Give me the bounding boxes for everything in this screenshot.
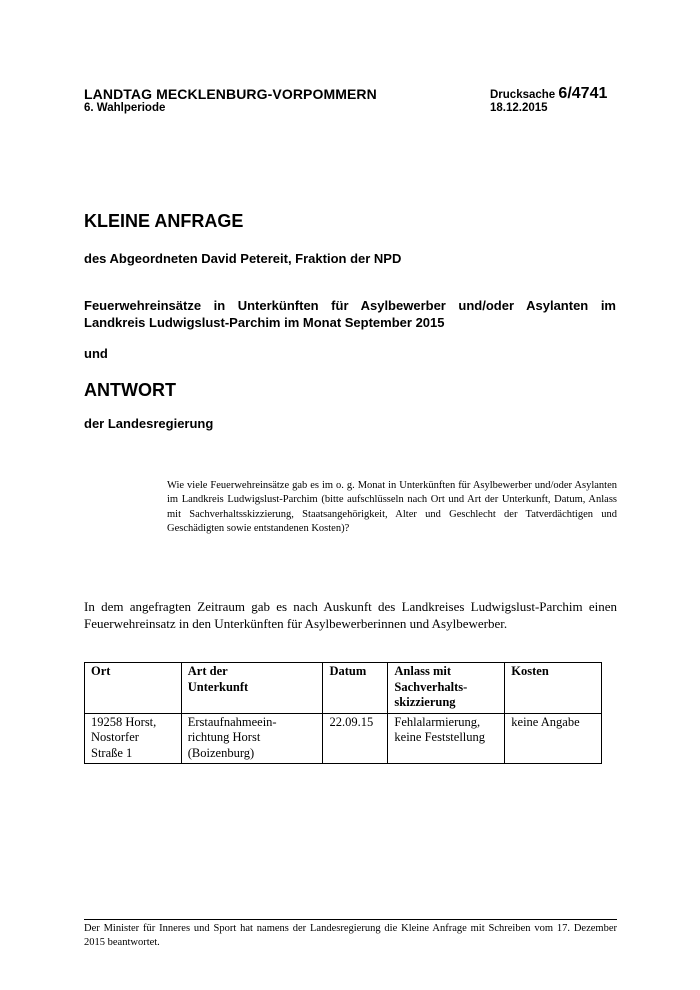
header-anlass: Anlass mit Sachverhalts- skizzierung [388, 663, 505, 714]
answer-text: In dem angefragten Zeitraum gab es nach Auskunft des Landkreises Ludwigslust-Parchim einen Feuerwehreinsatz in den Unterkünften für Asylbewerberinnen und Asylbewerber. [84, 599, 617, 631]
cell-art: Erstaufnahmeein- richtung Horst (Boizenburg) [181, 713, 323, 764]
header-art: Art der Unterkunft [181, 663, 323, 714]
question-text: Wie viele Feuerwehreinsätze gab es im o. g. Monat in Unterkünften für Asylbewerber und/oder Asylanten im Landkreis Ludwigslust-Parchim (bitte aufschlüsseln nach Ort und Art der Unterkunft, Datum, Anlass mit Sachverhaltsskizzierung, Staatsangehörigkeit, Alter und Geschlecht der Tatverdächtigen und Geschädigten sowie entstandenen Kosten)? [167, 480, 617, 535]
footnote-divider [84, 919, 617, 920]
connector-text: und [84, 346, 108, 361]
cell-kosten: keine Angabe [505, 713, 602, 764]
document-type-title: KLEINE ANFRAGE [84, 211, 244, 231]
drucksache-line [490, 85, 607, 103]
subject-title: Feuerwehreinsätze in Unterkünften für Asylbewerber und/oder Asylanten im Landkreis Ludwigslust-Parchim im Monat September 2015 [84, 298, 616, 330]
parliament-name: LANDTAG MECKLENBURG-VORPOMMERN [84, 86, 377, 102]
cell-ort: 19258 Horst, Nostorfer Straße 1 [85, 713, 182, 764]
incident-table [84, 662, 602, 764]
table-header-row [85, 663, 602, 714]
drucksache-label: Drucksache [490, 89, 556, 101]
answer-by: der Landesregierung [84, 416, 214, 431]
answer-title: ANTWORT [84, 380, 176, 400]
header-kosten: Kosten [505, 663, 602, 714]
header-datum: Datum [323, 663, 388, 714]
document-date: 18.12.2015 [490, 102, 548, 114]
header-ort: Ort [85, 663, 182, 714]
electoral-period: 6. Wahlperiode [84, 102, 166, 114]
drucksache-number: 6/4741 [558, 85, 608, 102]
cell-anlass: Fehlalarmierung, keine Feststellung [388, 713, 505, 764]
author-line: des Abgeordneten David Petereit, Fraktion der NPD [84, 251, 402, 266]
table-row [85, 713, 602, 764]
footnote-text: Der Minister für Inneres und Sport hat namens der Landesregierung die Kleine Anfrage mit Schreiben vom 17. Dezember 2015 beantwortet. [84, 923, 617, 948]
cell-datum: 22.09.15 [323, 713, 388, 764]
